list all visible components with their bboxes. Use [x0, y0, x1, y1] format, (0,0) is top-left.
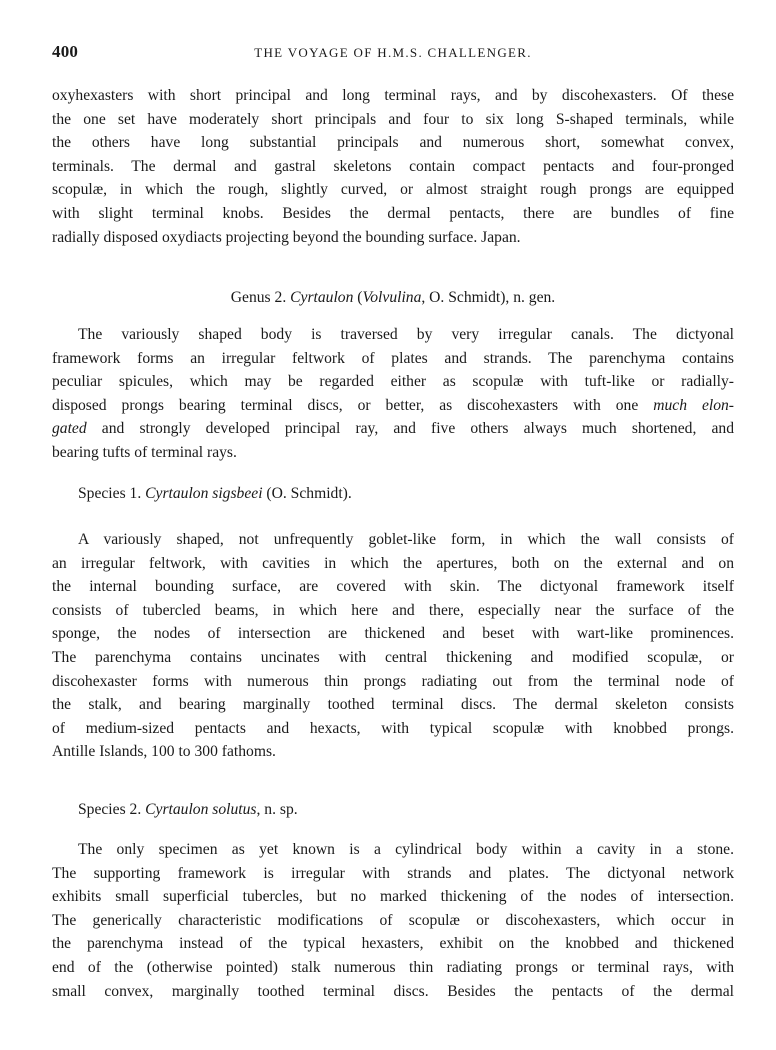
- text-line: A variously shaped, not unfrequently goblet-like form, in which the wall consists of: [78, 531, 734, 548]
- species1-name: Cyrtaulon sigsbeei: [145, 485, 263, 502]
- species1-heading: [78, 484, 352, 504]
- text-line: The supporting framework is irregular with strands and plates. The dictyonal network: [52, 864, 734, 882]
- text-line: bearing tufts of terminal rays.: [52, 443, 237, 461]
- text-line: of medium-sized pentacts and hexacts, with typical scopulæ with knobbed prongs.: [52, 719, 734, 737]
- text-line: consists of tubercled beams, in which here and there, especially near the surface of the: [52, 601, 734, 619]
- text-line: the stalk, and bearing marginally toothed terminal discs. The dermal skeleton consists: [52, 696, 734, 714]
- text-line: discohexaster forms with numerous thin prongs radiating out from the terminal node of: [52, 672, 734, 690]
- text-line: Antille Islands, 100 to 300 fathoms.: [52, 743, 276, 761]
- text-line: peculiar spicules, which may be regarded either as scopulæ with tuft-like or radially-: [52, 373, 734, 391]
- text-line: small convex, marginally toothed terminal discs. Besides the pentacts of the dermal: [52, 982, 734, 1000]
- text-line: [52, 394, 734, 418]
- text-line: scopulæ, in which the rough, slightly curved, or almost straight rough prongs are equipped: [52, 181, 734, 199]
- text-line: [52, 417, 734, 441]
- emphasis-text: gated: [52, 420, 87, 438]
- text-line: with slight terminal knobs. Besides the dermal pentacts, there are bundles of fine: [52, 204, 734, 222]
- text-line: The generically characteristic modifications of scopulæ or discohexasters, which occur in: [52, 911, 734, 929]
- species2-name: Cyrtaulon solutus: [145, 801, 257, 818]
- page-header: [52, 42, 734, 66]
- text-line: exhibits small superficial tubercles, but no marked thickening of the nodes of intersection.: [52, 888, 734, 906]
- text-line: radially disposed oxydiacts projecting beyond the bounding surface. Japan.: [52, 228, 521, 246]
- text-line: the parenchyma instead of the typical hexasters, exhibit on the knobbed and thickened: [52, 935, 734, 953]
- text-line: terminals. The dermal and gastral skeletons contain compact pentacts and four-pronged: [52, 157, 734, 175]
- text-line: oxyhexasters with short principal and long terminal rays, and by discohexasters. Of these: [52, 87, 734, 104]
- species1-heading-prefix: Species 1.: [78, 485, 146, 502]
- species2-heading-suffix: , n. sp.: [256, 801, 298, 818]
- genus-heading: [52, 288, 734, 308]
- species2-heading-prefix: Species 2.: [78, 801, 146, 818]
- genus-heading-prefix: Genus 2.: [230, 289, 291, 306]
- species2-paragraph: [52, 838, 734, 1003]
- genus-heading-paren: (: [353, 289, 363, 306]
- genus-synonym: Volvulina: [362, 289, 422, 306]
- text-line: end of the (otherwise pointed) stalk numerous thin radiating prongs or terminal rays, with: [52, 958, 734, 976]
- text-line: sponge, the nodes of intersection are thickened and beset with wart-like prominences.: [52, 625, 734, 643]
- text-line: framework forms an irregular feltwork of plates and strands. The parenchyma contains: [52, 349, 734, 367]
- running-title: THE VOYAGE OF H.M.S. CHALLENGER.: [254, 45, 532, 60]
- genus-name: Cyrtaulon: [290, 289, 354, 306]
- species1-heading-suffix: (O. Schmidt).: [262, 485, 352, 502]
- text-line: The variously shaped body is traversed by very irregular canals. The dictyonal: [78, 326, 734, 343]
- genus-heading-suffix: , O. Schmidt), n. gen.: [421, 289, 556, 306]
- text-line: the one set have moderately short principals and four to six long S-shaped terminals, while: [52, 110, 734, 128]
- page-number: 400: [52, 42, 79, 61]
- text-line: the internal bounding surface, are covered with skin. The dictyonal framework itself: [52, 578, 734, 596]
- emphasis-text: much elon-: [653, 396, 734, 414]
- text-run: and strongly developed principal ray, and five others always much shortened, and: [101, 420, 734, 438]
- genus-paragraph: [52, 323, 734, 465]
- species1-paragraph: [52, 528, 734, 764]
- text-line: The only specimen as yet known is a cylindrical body within a cavity in a stone.: [78, 841, 734, 858]
- species2-heading: [78, 800, 298, 820]
- text-line: an irregular feltwork, with cavities in which the apertures, both on the external and on: [52, 554, 734, 572]
- text-run: disposed prongs bearing terminal discs, or better, as discohexasters with one: [52, 396, 639, 414]
- intro-paragraph: [52, 84, 734, 249]
- text-line: The parenchyma contains uncinates with central thickening and modified scopulæ, or: [52, 648, 734, 666]
- text-line: the others have long substantial principals and numerous short, somewhat convex,: [52, 134, 734, 152]
